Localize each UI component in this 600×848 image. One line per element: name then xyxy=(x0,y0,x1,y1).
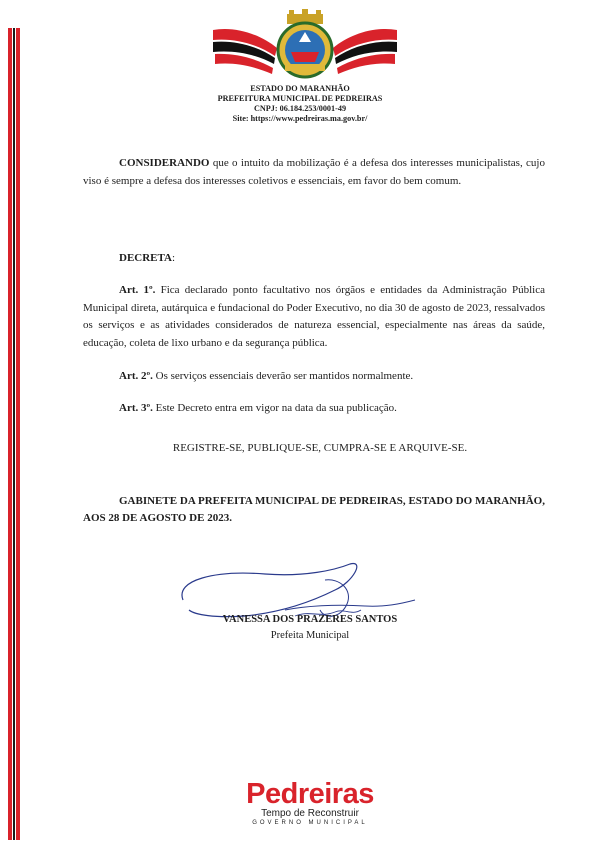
article-2-label: Art. 2º. xyxy=(119,370,153,382)
header-state: ESTADO DO MARANHÃO xyxy=(250,84,350,93)
article-1-label: Art. 1º. xyxy=(119,284,156,296)
article-2 xyxy=(83,368,545,386)
coat-of-arms-emblem xyxy=(205,8,405,84)
article-3 xyxy=(83,400,545,418)
considerando-text: que o intuito da mobilização é a defesa dos interesses municipalistas, cujo viso é sempre a defesa dos interesses coletivos e essenciais, em favor do bem comum. xyxy=(83,157,545,187)
left-black-stripe xyxy=(13,28,15,840)
header-prefecture: PREFEITURA MUNICIPAL DE PEDREIRAS xyxy=(217,94,383,103)
registre-line: REGISTRE-SE, PUBLIQUE-SE, CUMPRA-SE E ARQUIVE-SE. xyxy=(172,442,468,454)
header-cnpj: CNPJ: 06.184.253/0001-49 xyxy=(253,104,347,113)
pedreiras-logo-name: Pedreiras xyxy=(246,778,374,810)
header-site: Site: https://www.pedreiras.ma.gov.br/ xyxy=(232,114,368,123)
decreta-label: DECRETA xyxy=(119,252,172,264)
pedreiras-logo-government: GOVERNO MUNICIPAL xyxy=(252,820,368,826)
decreta-heading xyxy=(83,250,545,268)
decreta-suffix: : xyxy=(171,252,176,264)
left-red-stripe xyxy=(8,28,12,840)
pedreiras-logo-slogan: Tempo de Reconstruir xyxy=(261,808,359,819)
article-3-text: Este Decreto entra em vigor na data da sua publicação. xyxy=(152,402,397,414)
article-3-label: Art. 3º. xyxy=(119,402,153,414)
gabinete-paragraph: GABINETE DA PREFEITA MUNICIPAL DE PEDREIRAS, ESTADO DO MARANHÃO, AOS 28 DE AGOSTO DE 2023. xyxy=(83,495,545,524)
considerando-lead: CONSIDERANDO xyxy=(119,157,210,169)
signer-name: VANESSA DOS PRAZERES SANTOS xyxy=(222,614,398,625)
considerando-paragraph xyxy=(83,155,545,190)
signer-role: Prefeita Municipal xyxy=(270,630,350,641)
article-1 xyxy=(83,282,545,352)
article-2-text: Os serviços essenciais deverão ser mantidos normalmente. xyxy=(152,370,414,382)
left-red-stripe-inner xyxy=(16,28,20,840)
article-1-text: Fica declarado ponto facultativo nos órgãos e entidades da Administração Pública Municipal direta, autárquica e fundacional do Poder Executivo, no dia 30 de agosto de 2023, ressalvados os serviços e as atividades considerados de natureza essencial, especialmente nas áreas da saúde, educação, coleta de lixo urbano e da segurança pública. xyxy=(83,284,546,349)
